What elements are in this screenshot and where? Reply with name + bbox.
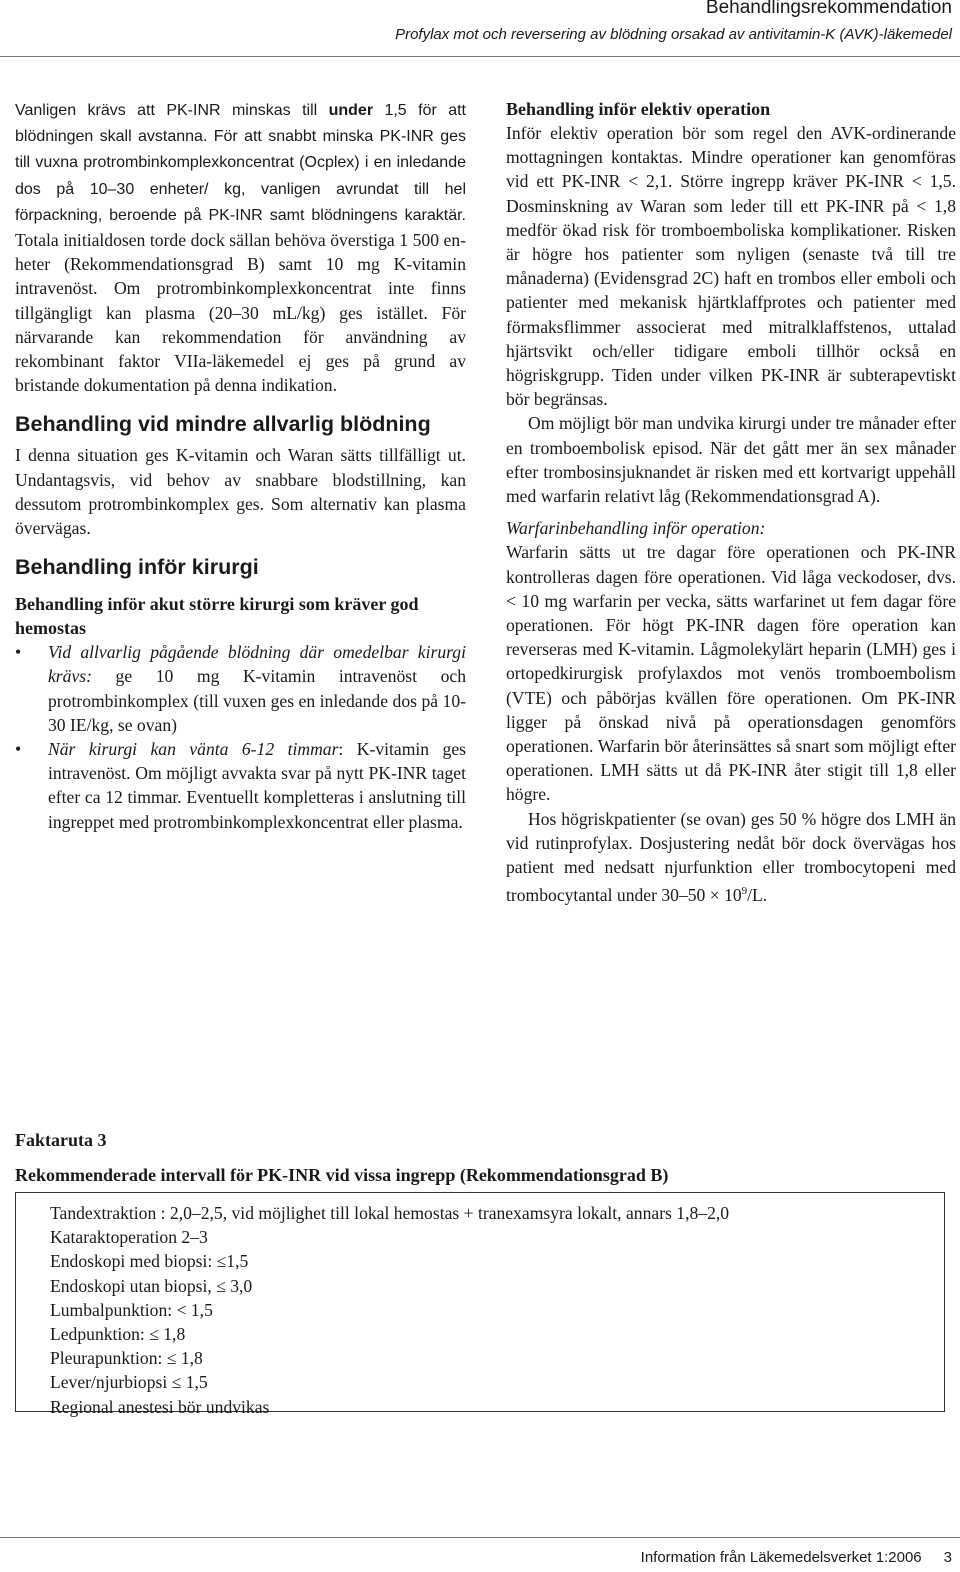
faktaruta-subtitle: Rekommenderade intervall för PK-INR vid vissa ingrepp (Rekommendationsgrad B) [15, 1165, 669, 1185]
left-column [15, 97, 466, 834]
list-item: • När kirurgi kan vänta 6-12 timmar: K-vitamin ges intravenöst. Om möjligt avvakta svar på nytt PK-INR taget efter ca 12 timmar. Eventuellt kompletteras i anslutning till ingreppet med protrombinkomplexkoncentrat eller plasma. [15, 739, 466, 832]
bullet-icon: • [15, 739, 22, 760]
footer-source: Information från Läkemedelsverket 1:2006 [640, 1549, 922, 1566]
paragraph-undvika: Om möjligt bör man undvika kirurgi under tre månader efter en tromboembolisk episod. När det gått mer än sex månader efter trombosinsjuknandet är risken med ett kortvarigt uppehåll med warfarin relativt låg (Rekommendationsgrad A). [506, 413, 956, 507]
heading-warfarin: Warfarinbehandling inför operation: [506, 518, 766, 539]
list-item: Ledpunktion: ≤ 1,8 [50, 1324, 186, 1345]
paragraph-elektiv: Inför elektiv operation bör som regel den AVK-ordinerande mottagningen kontaktas. Mindre operationer kan genomföras vid ett PK-INR < 2,1. Större ingrepp kräver PK-INR < 1,5. Dosminskning av Waran som leder till ett PK-INR på < 1,8 medför ökad risk för tromboemboliska komplikationer. Risken är högre hos patienter som nyligen (senaste två till tre månaderna) (Evidensgrad 2C) haft en trombos eller emboli och patienter med mekanisk hjärtklaffprotes och patienter med förmaksflimmer associerat med mitralklaffstenos, uttalad hjärtsvikt och/eller tidigare emboli tillhör också en högriskgrupp. Tiden under vilken PK-INR är subterapevtiskt bör begränsas. [506, 123, 956, 410]
paragraph-warfarin: Warfarin sätts ut tre dagar före operationen och PK-INR kontrolleras dagen före operationen. Vid låga veckodoser, dvs. < 10 mg warfarin per vecka, sätts warfarinet ut fem dagar före operationen. För högt PK-INR dagen före operation kan reverseras med K-vitamin. Lågmolekylärt heparin (LMH) ges i ortopedkirurgisk profylaxdos mot venös tromboembolism (VTE) och påbörjas kvällen före operationen. Om PK-INR ligger på önskad nivå på operationsdagen genomförs operationen. Warfarin bör återinsättes så snart som möjligt efter operationen. LMH sätts ut då PK-INR åter stigit till 1,8 eller högre. [506, 542, 956, 805]
header-rule [0, 56, 960, 57]
list-item: Lumbalpunktion: < 1,5 [50, 1299, 213, 1320]
bullet-icon: • [15, 642, 22, 663]
list-item: Tandextraktion : 2,0–2,5, vid möjlighet till lokal hemostas + tranexamsyra lokalt, annars 1,8–2,0 [50, 1203, 730, 1223]
list-item: Lever/njurbiopsi ≤ 1,5 [50, 1372, 208, 1393]
header-title: Behandlingsrekommendation [705, 0, 952, 18]
heading-akut-kirurgi: Behandling inför akut större kirurgi som kräver god hemostas [15, 594, 419, 639]
header-subtitle: Profylax mot och reversering av blödning orsakad av antivitamin-K (AVK)-läkemedel [395, 26, 952, 43]
list-item: Regional anestesi bör undvikas [50, 1396, 270, 1417]
list-item: Kataraktoperation 2–3 [50, 1227, 208, 1248]
faktaruta-box [15, 1192, 945, 1417]
running-header [395, 0, 952, 45]
paragraph-hogrisk: Hos högriskpatienter (se ovan) ges 50 % högre dos LMH än vid rutinprofylax. Dosjustering nedåt bör dock övervägas hos patient med nedsatt njurfunktion eller trombocytopeni med trombocytantal under $30-50 \times 10^9/L$. [506, 808, 956, 906]
faktaruta-title: Faktaruta 3 [15, 1130, 107, 1150]
list-item: Endoskopi utan biopsi, ≤ 3,0 [50, 1275, 253, 1296]
intro-paragraph: Vanligen krävs att PK-INR minskas till under 1,5 för att blödningen skall avstanna. För att snabbt minska PK-INR ges till vuxna protrombinkomplexkoncentrat (Ocplex) i en inledande dos på 10–30 enheter/ kg, vanligen avrundat till hel förpackning, beroende på PK-INR samt blödningens karaktär. Totala initialdosen torde dock sällan behöva överstiga 1 500 enheter (Rekommendationsgrad B) samt 10 mg K-vitamin intravenöst. Om protrombinkomplexkoncentrat inte finns tillgängligt kan plasma (20–30 mL/kg) ges istället. För närvarande kan rekommendation för användning av rekombinant faktor VIIa-läkemedel ej ges på grund av bristande dokumentation på denna indikation. [15, 102, 466, 396]
heading-elektiv-operation: Behandling inför elektiv operation [506, 99, 771, 119]
list-item: Pleurapunktion: ≤ 1,8 [50, 1348, 203, 1369]
footer-rule [0, 1537, 960, 1538]
page-number: 3 [943, 1549, 952, 1566]
paragraph-mindre-allvarlig: I denna situation ges K-vitamin och Waran sätts tillfälligt ut. Undantagsvis, vid behov av snabbare blodstillning, kan dessutom protrombinkomplex ges. Som alternativ kan plasma övervägas. [15, 445, 466, 539]
heading-mindre-allvarlig: Behandling vid mindre allvarlig blödning [15, 412, 431, 437]
akut-kirurgi-list [15, 640, 466, 834]
heading-kirurgi: Behandling inför kirurgi [15, 555, 259, 580]
list-item: • Vid allvarlig pågående blödning där omedelbar kirurgi krävs: ge 10 mg K-vitamin intravenöst och protrombinkomplex (till vuxen ges en inledande dos på 10-30 IE/kg, se ovan) [15, 642, 466, 735]
list-item: Endoskopi med biopsi: ≤1,5 [50, 1251, 249, 1272]
faktaruta [15, 1128, 945, 1417]
right-column [506, 97, 956, 907]
page-footer [641, 1548, 952, 1568]
